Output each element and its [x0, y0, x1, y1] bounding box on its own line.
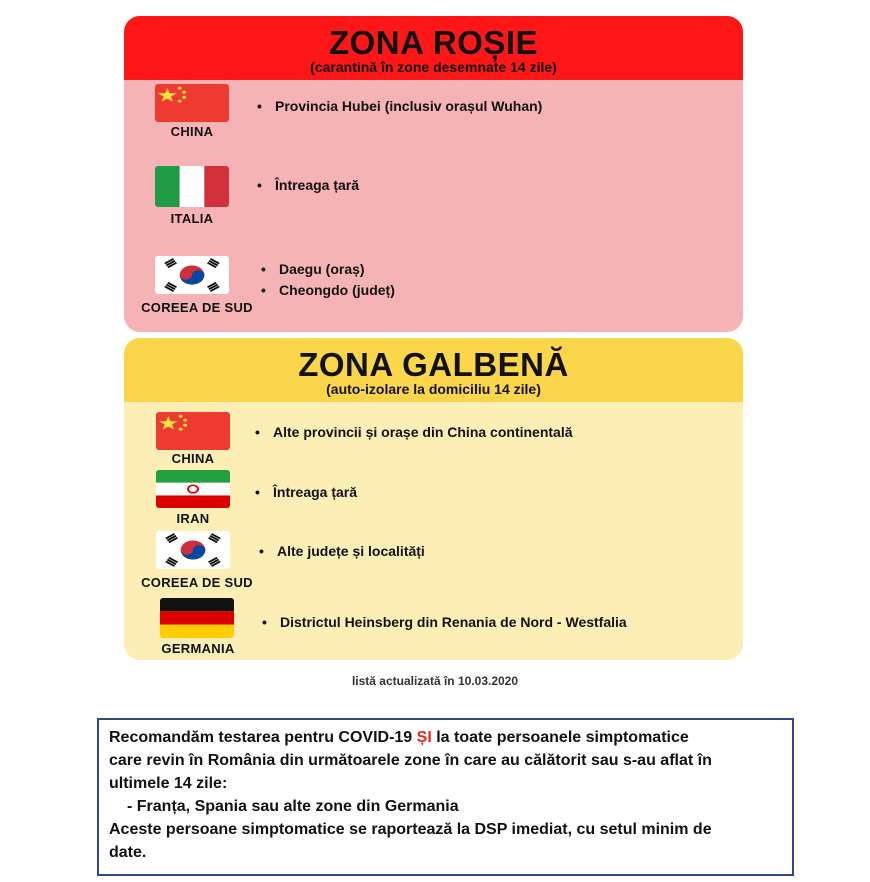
yellow-zone-subtitle: (auto-izolare la domiciliu 14 zile)	[326, 381, 541, 397]
item-list	[257, 96, 542, 117]
recommendation-line-6: date.	[109, 844, 147, 861]
red-zone-header	[124, 16, 743, 80]
yellow-zone-title: ZONA GALBENĂ	[298, 346, 569, 383]
yellow-zone-header	[124, 338, 743, 402]
update-note: listă actualizată în 10.03.2020	[351, 674, 519, 688]
list-item: • Întreaga țară	[255, 482, 357, 503]
recommendation-line-4: - Franța, Spania sau alte zone din Germania	[127, 798, 459, 815]
country-label: ITALIA	[170, 211, 214, 226]
item-list	[257, 175, 359, 196]
list-item: • Provincia Hubei (inclusiv orașul Wuhan)	[257, 96, 542, 117]
item-list	[262, 612, 627, 633]
yellow-zone-panel	[124, 338, 743, 660]
item-list	[255, 482, 357, 503]
recommendation-highlight: ȘI	[416, 729, 432, 746]
recommendation-line-2: care revin în România din următoarele zone în care au călătorit sau s-au aflat în	[109, 752, 712, 769]
list-item: • Daegu (oraș)	[261, 259, 395, 280]
red-zone-panel	[124, 16, 743, 332]
recommendation-text: la toate persoanele simptomatice	[431, 729, 689, 746]
south-korea-flag-icon	[156, 531, 230, 569]
country-label: GERMANIA	[161, 641, 235, 656]
country-label: CHINA	[171, 451, 215, 466]
country-label: COREEA DE SUD	[141, 300, 253, 315]
country-label: COREEA DE SUD	[141, 575, 253, 590]
item-list	[259, 541, 425, 562]
red-zone-subtitle: (carantină în zone desemnate 14 zile)	[310, 59, 557, 75]
country-label: IRAN	[176, 511, 210, 526]
south-korea-flag-icon	[155, 256, 229, 294]
recommendation-line-5: Aceste persoane simptomatice se raportează la DSP imediat, cu setul minim de	[109, 821, 712, 838]
country-label: CHINA	[170, 124, 214, 139]
red-zone-title: ZONA ROȘIE	[328, 24, 539, 61]
list-item: • Întreaga țară	[257, 175, 359, 196]
germany-flag-icon	[160, 598, 234, 638]
list-item: • Alte județe și localități	[259, 541, 425, 562]
china-flag-icon	[155, 84, 229, 122]
list-item: • Alte provincii și orașe din China continentală	[255, 422, 573, 443]
recommendation-line-3: ultimele 14 zile:	[109, 775, 228, 792]
list-item: • Districtul Heinsberg din Renania de Nord - Westfalia	[262, 612, 627, 633]
iran-flag-icon	[156, 470, 230, 508]
recommendation-text: Recomandăm testarea pentru COVID-19	[109, 729, 417, 746]
china-flag-icon	[156, 412, 230, 450]
italy-flag-icon	[155, 166, 229, 207]
recommendation-line-1	[99, 720, 792, 749]
item-list	[261, 259, 395, 301]
list-item: • Cheongdo (județ)	[261, 280, 395, 301]
recommendation-box	[97, 718, 794, 876]
item-list	[255, 422, 573, 443]
